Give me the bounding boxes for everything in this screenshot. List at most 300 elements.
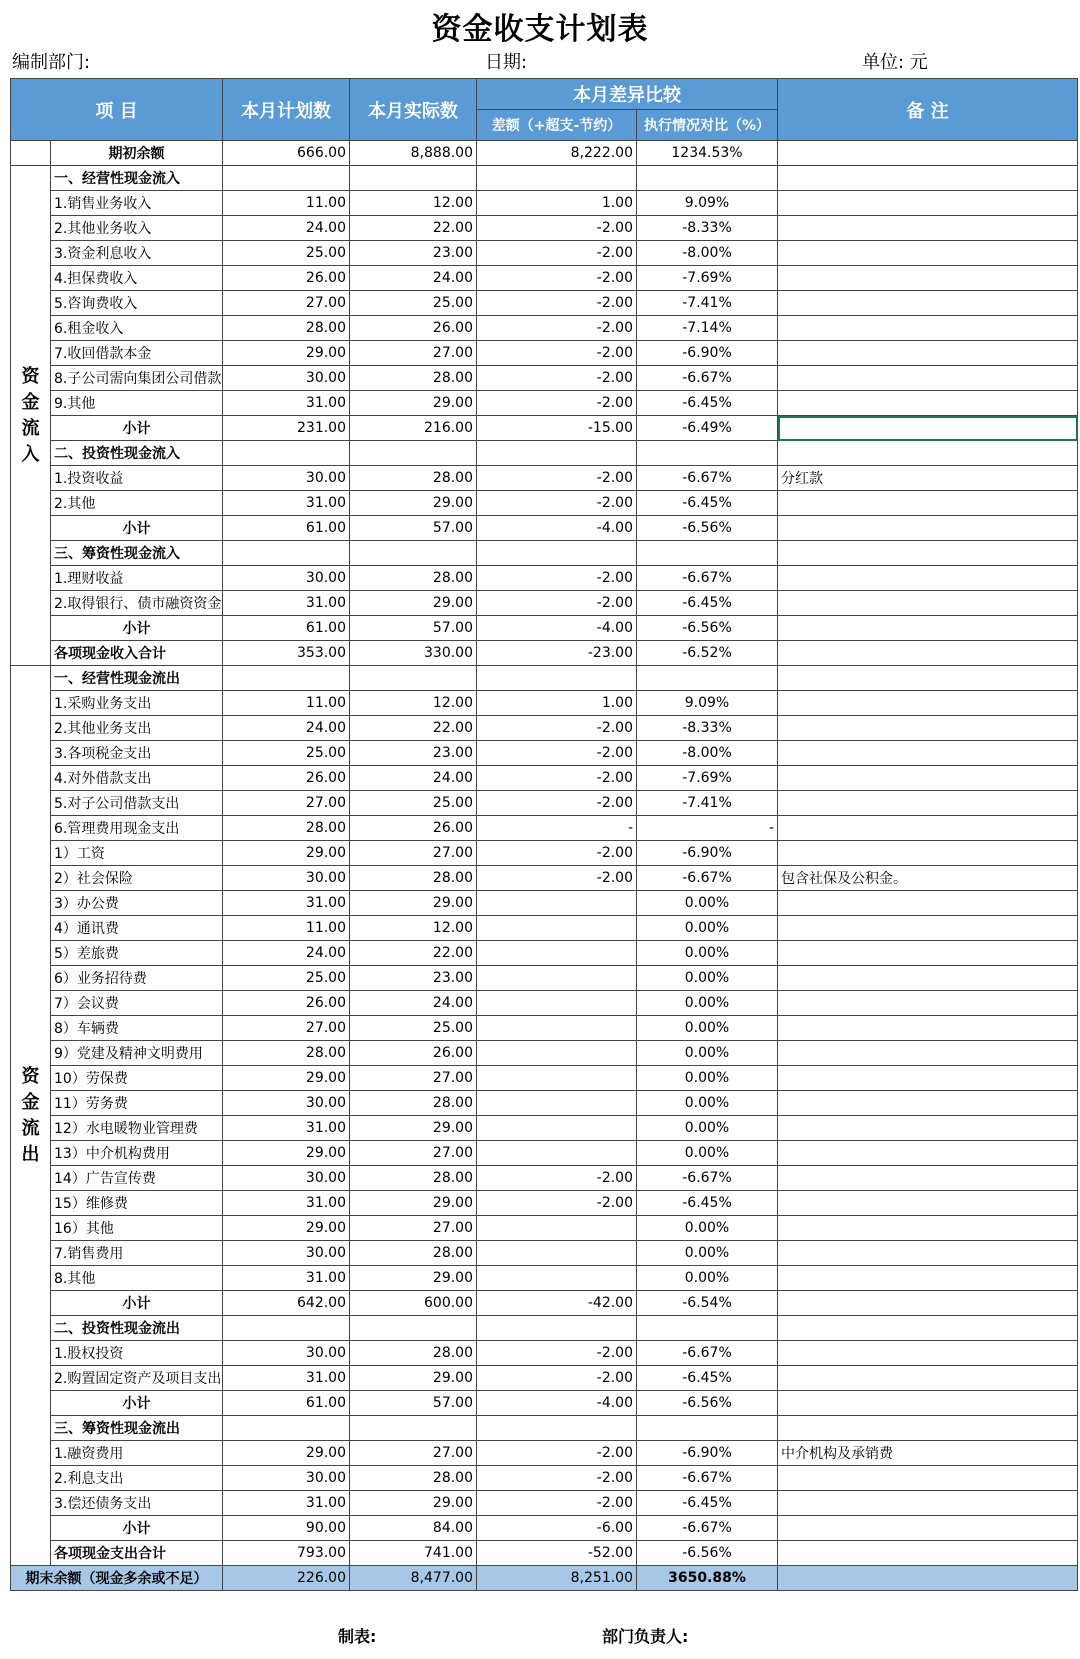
remark-cell[interactable] — [778, 566, 1078, 591]
plan-cell[interactable]: 31.00 — [223, 491, 350, 516]
ratio-cell[interactable]: -6.67% — [637, 866, 778, 891]
ratio-cell[interactable]: 0.00% — [637, 916, 778, 941]
section-label[interactable]: 一、经营性现金流入 — [51, 166, 223, 191]
plan-cell[interactable]: 30.00 — [223, 866, 350, 891]
table-cell[interactable] — [350, 541, 477, 566]
row-label[interactable]: 13）中介机构费用 — [51, 1141, 223, 1166]
actual-cell[interactable]: 27.00 — [350, 1066, 477, 1091]
plan-cell[interactable]: 30.00 — [223, 1241, 350, 1266]
remark-cell[interactable] — [778, 966, 1078, 991]
plan-cell[interactable]: 30.00 — [223, 1341, 350, 1366]
actual-cell[interactable]: 24.00 — [350, 766, 477, 791]
row-label[interactable]: 1.销售业务收入 — [51, 191, 223, 216]
diff-cell[interactable]: 1.00 — [477, 191, 637, 216]
ratio-cell[interactable]: -6.45% — [637, 1191, 778, 1216]
table-cell[interactable] — [477, 1316, 637, 1341]
remark-cell[interactable] — [778, 316, 1078, 341]
plan-cell[interactable]: 11.00 — [223, 191, 350, 216]
actual-cell[interactable]: 23.00 — [350, 741, 477, 766]
actual-cell[interactable]: 27.00 — [350, 841, 477, 866]
row-label[interactable]: 2.购置固定资产及项目支出 — [51, 1366, 223, 1391]
table-cell[interactable] — [778, 441, 1078, 466]
actual-cell[interactable]: 28.00 — [350, 1241, 477, 1266]
actual-cell[interactable]: 29.00 — [350, 1266, 477, 1291]
remark-cell[interactable] — [778, 1166, 1078, 1191]
remark-cell[interactable] — [778, 691, 1078, 716]
row-label[interactable]: 2.其他业务支出 — [51, 716, 223, 741]
remark-cell[interactable] — [778, 1366, 1078, 1391]
ratio-cell[interactable]: -7.69% — [637, 266, 778, 291]
actual-cell[interactable]: 28.00 — [350, 366, 477, 391]
plan-cell[interactable]: 25.00 — [223, 241, 350, 266]
remark-cell[interactable] — [778, 791, 1078, 816]
row-label[interactable]: 4.对外借款支出 — [51, 766, 223, 791]
ratio-cell[interactable]: -6.67% — [637, 1516, 778, 1541]
plan-cell[interactable]: 27.00 — [223, 1016, 350, 1041]
actual-cell[interactable]: 26.00 — [350, 816, 477, 841]
actual-cell[interactable]: 741.00 — [350, 1541, 477, 1566]
ratio-cell[interactable]: -7.41% — [637, 291, 778, 316]
row-label[interactable]: 16）其他 — [51, 1216, 223, 1241]
remark-cell[interactable] — [778, 366, 1078, 391]
row-label[interactable]: 1）工资 — [51, 841, 223, 866]
remark-cell[interactable] — [778, 1041, 1078, 1066]
actual-cell[interactable]: 27.00 — [350, 1216, 477, 1241]
row-label[interactable]: 2）社会保险 — [51, 866, 223, 891]
table-cell[interactable] — [350, 1416, 477, 1441]
ratio-cell[interactable]: -6.56% — [637, 1391, 778, 1416]
ratio-cell[interactable]: -6.67% — [637, 366, 778, 391]
row-label[interactable]: 4.担保费收入 — [51, 266, 223, 291]
actual-cell[interactable]: 23.00 — [350, 241, 477, 266]
actual-cell[interactable]: 29.00 — [350, 1491, 477, 1516]
plan-cell[interactable]: 30.00 — [223, 1466, 350, 1491]
actual-cell[interactable]: 24.00 — [350, 991, 477, 1016]
ratio-cell[interactable]: -6.45% — [637, 391, 778, 416]
actual-cell[interactable]: 57.00 — [350, 616, 477, 641]
ratio-cell[interactable]: -8.00% — [637, 741, 778, 766]
remark-cell[interactable] — [778, 816, 1078, 841]
actual-cell[interactable]: 27.00 — [350, 341, 477, 366]
actual-cell[interactable]: 57.00 — [350, 516, 477, 541]
diff-cell[interactable] — [477, 1116, 637, 1141]
remark-cell[interactable] — [778, 991, 1078, 1016]
remark-cell[interactable] — [778, 1491, 1078, 1516]
section-label[interactable]: 二、投资性现金流出 — [51, 1316, 223, 1341]
diff-cell[interactable]: - — [477, 816, 637, 841]
remark-cell[interactable] — [778, 1466, 1078, 1491]
plan-cell[interactable]: 28.00 — [223, 816, 350, 841]
remark-cell[interactable] — [778, 1191, 1078, 1216]
table-cell[interactable] — [778, 1416, 1078, 1441]
row-label[interactable]: 3.各项税金支出 — [51, 741, 223, 766]
remark-cell[interactable]: 分红款 — [778, 466, 1078, 491]
actual-cell[interactable]: 29.00 — [350, 591, 477, 616]
row-label[interactable]: 15）维修费 — [51, 1191, 223, 1216]
diff-cell[interactable]: -2.00 — [477, 491, 637, 516]
plan-cell[interactable]: 90.00 — [223, 1516, 350, 1541]
ratio-cell[interactable]: -8.33% — [637, 216, 778, 241]
actual-cell[interactable]: 28.00 — [350, 1341, 477, 1366]
plan-cell[interactable]: 28.00 — [223, 1041, 350, 1066]
ratio-cell[interactable]: -6.54% — [637, 1291, 778, 1316]
diff-cell[interactable] — [477, 916, 637, 941]
actual-cell[interactable]: 25.00 — [350, 291, 477, 316]
plan-cell[interactable]: 27.00 — [223, 791, 350, 816]
plan-cell[interactable]: 30.00 — [223, 1166, 350, 1191]
diff-cell[interactable]: -2.00 — [477, 1191, 637, 1216]
diff-cell[interactable] — [477, 966, 637, 991]
ratio-cell[interactable]: 0.00% — [637, 1116, 778, 1141]
row-label[interactable]: 8.其他 — [51, 1266, 223, 1291]
plan-cell[interactable]: 24.00 — [223, 216, 350, 241]
table-cell[interactable] — [350, 166, 477, 191]
ratio-cell[interactable]: -6.45% — [637, 1491, 778, 1516]
ratio-cell[interactable]: -6.67% — [637, 566, 778, 591]
ratio-cell[interactable]: -7.41% — [637, 791, 778, 816]
closing-remark[interactable] — [778, 1566, 1078, 1591]
diff-cell[interactable]: -52.00 — [477, 1541, 637, 1566]
ratio-cell[interactable]: 0.00% — [637, 1141, 778, 1166]
table-cell[interactable] — [637, 541, 778, 566]
table-cell[interactable] — [778, 666, 1078, 691]
diff-cell[interactable]: -4.00 — [477, 616, 637, 641]
remark-cell[interactable] — [778, 491, 1078, 516]
diff-cell[interactable]: -2.00 — [477, 241, 637, 266]
row-label[interactable]: 4）通讯费 — [51, 916, 223, 941]
remark-cell[interactable] — [778, 1091, 1078, 1116]
plan-cell[interactable]: 29.00 — [223, 1141, 350, 1166]
opening-remark[interactable] — [778, 141, 1078, 166]
row-label[interactable]: 各项现金收入合计 — [51, 641, 223, 666]
ratio-cell[interactable]: 0.00% — [637, 1266, 778, 1291]
plan-cell[interactable]: 29.00 — [223, 1441, 350, 1466]
remark-cell[interactable] — [778, 191, 1078, 216]
diff-cell[interactable]: -2.00 — [477, 791, 637, 816]
header-ratio[interactable]: 执行情况对比（%） — [637, 110, 778, 141]
plan-cell[interactable]: 29.00 — [223, 1216, 350, 1241]
table-cell[interactable] — [350, 666, 477, 691]
actual-cell[interactable]: 29.00 — [350, 1191, 477, 1216]
row-label[interactable]: 6.租金收入 — [51, 316, 223, 341]
diff-cell[interactable] — [477, 941, 637, 966]
actual-cell[interactable]: 22.00 — [350, 216, 477, 241]
ratio-cell[interactable]: 0.00% — [637, 966, 778, 991]
ratio-cell[interactable]: 0.00% — [637, 1016, 778, 1041]
table-cell[interactable] — [350, 441, 477, 466]
opening-diff[interactable]: 8,222.00 — [477, 141, 637, 166]
opening-actual[interactable]: 8,888.00 — [350, 141, 477, 166]
ratio-cell[interactable]: 0.00% — [637, 1216, 778, 1241]
ratio-cell[interactable]: -6.67% — [637, 1466, 778, 1491]
diff-cell[interactable]: -2.00 — [477, 1491, 637, 1516]
table-cell[interactable] — [477, 1416, 637, 1441]
table-cell[interactable] — [477, 541, 637, 566]
ratio-cell[interactable]: 9.09% — [637, 191, 778, 216]
table-cell[interactable] — [637, 441, 778, 466]
closing-ratio[interactable]: 3650.88% — [637, 1566, 778, 1591]
section-label[interactable]: 三、筹资性现金流出 — [51, 1416, 223, 1441]
row-label[interactable]: 2.利息支出 — [51, 1466, 223, 1491]
remark-cell[interactable] — [778, 1266, 1078, 1291]
row-label[interactable]: 14）广告宣传费 — [51, 1166, 223, 1191]
plan-cell[interactable]: 24.00 — [223, 941, 350, 966]
diff-cell[interactable]: -2.00 — [477, 766, 637, 791]
actual-cell[interactable]: 26.00 — [350, 1041, 477, 1066]
diff-cell[interactable]: -2.00 — [477, 1441, 637, 1466]
row-label[interactable]: 小计 — [51, 516, 223, 541]
diff-cell[interactable]: 1.00 — [477, 691, 637, 716]
row-label[interactable]: 10）劳保费 — [51, 1066, 223, 1091]
row-label[interactable]: 1.采购业务支出 — [51, 691, 223, 716]
remark-cell[interactable]: 中介机构及承销费 — [778, 1441, 1078, 1466]
actual-cell[interactable]: 28.00 — [350, 1466, 477, 1491]
ratio-cell[interactable]: 9.09% — [637, 691, 778, 716]
remark-cell[interactable] — [778, 1141, 1078, 1166]
row-label[interactable]: 5.咨询费收入 — [51, 291, 223, 316]
opening-ratio[interactable]: 1234.53% — [637, 141, 778, 166]
ratio-cell[interactable]: 0.00% — [637, 891, 778, 916]
row-label[interactable]: 小计 — [51, 616, 223, 641]
plan-cell[interactable]: 30.00 — [223, 1091, 350, 1116]
plan-cell[interactable]: 30.00 — [223, 566, 350, 591]
row-label[interactable]: 2.其他 — [51, 491, 223, 516]
actual-cell[interactable]: 29.00 — [350, 891, 477, 916]
row-label[interactable]: 小计 — [51, 416, 223, 441]
actual-cell[interactable]: 28.00 — [350, 566, 477, 591]
plan-cell[interactable]: 30.00 — [223, 466, 350, 491]
ratio-cell[interactable]: 0.00% — [637, 1041, 778, 1066]
ratio-cell[interactable]: 0.00% — [637, 991, 778, 1016]
actual-cell[interactable]: 28.00 — [350, 466, 477, 491]
plan-cell[interactable]: 11.00 — [223, 691, 350, 716]
ratio-cell[interactable]: -8.00% — [637, 241, 778, 266]
actual-cell[interactable]: 26.00 — [350, 316, 477, 341]
actual-cell[interactable]: 600.00 — [350, 1291, 477, 1316]
table-cell[interactable] — [223, 166, 350, 191]
row-label[interactable]: 7.销售费用 — [51, 1241, 223, 1266]
actual-cell[interactable]: 29.00 — [350, 1366, 477, 1391]
plan-cell[interactable]: 27.00 — [223, 291, 350, 316]
diff-cell[interactable]: -2.00 — [477, 741, 637, 766]
diff-cell[interactable]: -2.00 — [477, 866, 637, 891]
diff-cell[interactable]: -2.00 — [477, 266, 637, 291]
diff-cell[interactable]: -2.00 — [477, 291, 637, 316]
remark-cell[interactable] — [778, 1241, 1078, 1266]
plan-cell[interactable]: 31.00 — [223, 891, 350, 916]
remark-cell[interactable] — [778, 891, 1078, 916]
plan-cell[interactable]: 61.00 — [223, 516, 350, 541]
diff-cell[interactable] — [477, 991, 637, 1016]
row-label[interactable]: 3.资金利息收入 — [51, 241, 223, 266]
remark-cell[interactable] — [778, 741, 1078, 766]
row-label[interactable]: 2.取得银行、债市融资资金 — [51, 591, 223, 616]
header-actual[interactable]: 本月实际数 — [350, 79, 477, 141]
plan-cell[interactable]: 31.00 — [223, 1266, 350, 1291]
diff-cell[interactable]: -2.00 — [477, 566, 637, 591]
table-cell[interactable] — [223, 1416, 350, 1441]
diff-cell[interactable] — [477, 1266, 637, 1291]
diff-cell[interactable] — [477, 1066, 637, 1091]
plan-cell[interactable]: 29.00 — [223, 1066, 350, 1091]
remark-cell[interactable] — [778, 1291, 1078, 1316]
ratio-cell[interactable]: -6.90% — [637, 1441, 778, 1466]
row-label[interactable]: 1.股权投资 — [51, 1341, 223, 1366]
table-cell[interactable] — [778, 1316, 1078, 1341]
ratio-cell[interactable]: -6.56% — [637, 616, 778, 641]
plan-cell[interactable]: 24.00 — [223, 716, 350, 741]
row-label[interactable]: 6）业务招待费 — [51, 966, 223, 991]
plan-cell[interactable]: 11.00 — [223, 916, 350, 941]
ratio-cell[interactable]: -6.52% — [637, 641, 778, 666]
ratio-cell[interactable]: -6.67% — [637, 466, 778, 491]
row-label[interactable]: 2.其他业务收入 — [51, 216, 223, 241]
row-label[interactable]: 6.管理费用现金支出 — [51, 816, 223, 841]
table-cell[interactable] — [223, 441, 350, 466]
ratio-cell[interactable]: -6.67% — [637, 1166, 778, 1191]
diff-cell[interactable]: -2.00 — [477, 466, 637, 491]
opening-label[interactable]: 期初余额 — [51, 141, 223, 166]
table-cell[interactable] — [223, 541, 350, 566]
remark-cell[interactable] — [778, 1066, 1078, 1091]
plan-cell[interactable]: 793.00 — [223, 1541, 350, 1566]
plan-cell[interactable]: 26.00 — [223, 991, 350, 1016]
opening-plan[interactable]: 666.00 — [223, 141, 350, 166]
header-compare[interactable]: 本月差异比较 — [477, 79, 778, 110]
ratio-cell[interactable]: 0.00% — [637, 1066, 778, 1091]
remark-cell[interactable] — [778, 916, 1078, 941]
plan-cell[interactable]: 61.00 — [223, 1391, 350, 1416]
diff-cell[interactable] — [477, 891, 637, 916]
remark-cell[interactable] — [778, 1391, 1078, 1416]
section-label[interactable]: 一、经营性现金流出 — [51, 666, 223, 691]
diff-cell[interactable]: -42.00 — [477, 1291, 637, 1316]
remark-cell[interactable] — [778, 1216, 1078, 1241]
actual-cell[interactable]: 23.00 — [350, 966, 477, 991]
row-label[interactable]: 1.融资费用 — [51, 1441, 223, 1466]
diff-cell[interactable]: -6.00 — [477, 1516, 637, 1541]
plan-cell[interactable]: 61.00 — [223, 616, 350, 641]
row-label[interactable]: 3.偿还债务支出 — [51, 1491, 223, 1516]
header-remark[interactable]: 备 注 — [778, 79, 1078, 141]
section-label[interactable]: 二、投资性现金流入 — [51, 441, 223, 466]
table-cell[interactable] — [778, 166, 1078, 191]
table-cell[interactable] — [637, 1316, 778, 1341]
plan-cell[interactable]: 642.00 — [223, 1291, 350, 1316]
plan-cell[interactable]: 353.00 — [223, 641, 350, 666]
ratio-cell[interactable]: -6.49% — [637, 416, 778, 441]
ratio-cell[interactable]: -6.45% — [637, 591, 778, 616]
plan-cell[interactable]: 25.00 — [223, 741, 350, 766]
row-label[interactable]: 12）水电暖物业管理费 — [51, 1116, 223, 1141]
plan-cell[interactable]: 31.00 — [223, 391, 350, 416]
table-cell[interactable] — [223, 1316, 350, 1341]
remark-cell[interactable] — [778, 1116, 1078, 1141]
row-label[interactable]: 小计 — [51, 1291, 223, 1316]
closing-diff[interactable]: 8,251.00 — [477, 1566, 637, 1591]
diff-cell[interactable] — [477, 1041, 637, 1066]
diff-cell[interactable]: -2.00 — [477, 316, 637, 341]
plan-cell[interactable]: 31.00 — [223, 1366, 350, 1391]
ratio-cell[interactable]: 0.00% — [637, 1241, 778, 1266]
actual-cell[interactable]: 29.00 — [350, 491, 477, 516]
plan-cell[interactable]: 26.00 — [223, 766, 350, 791]
plan-cell[interactable]: 29.00 — [223, 341, 350, 366]
diff-cell[interactable]: -2.00 — [477, 341, 637, 366]
table-cell[interactable] — [11, 141, 51, 166]
diff-cell[interactable]: -2.00 — [477, 216, 637, 241]
closing-label[interactable]: 期末余额（现金多余或不足） — [11, 1566, 223, 1591]
table-cell[interactable] — [778, 541, 1078, 566]
remark-cell[interactable] — [778, 616, 1078, 641]
remark-cell[interactable] — [778, 1516, 1078, 1541]
diff-cell[interactable]: -23.00 — [477, 641, 637, 666]
diff-cell[interactable]: -2.00 — [477, 391, 637, 416]
row-label[interactable]: 8）车辆费 — [51, 1016, 223, 1041]
ratio-cell[interactable]: -7.14% — [637, 316, 778, 341]
ratio-cell[interactable]: -6.67% — [637, 1341, 778, 1366]
ratio-cell[interactable]: -6.90% — [637, 341, 778, 366]
header-plan[interactable]: 本月计划数 — [223, 79, 350, 141]
ratio-cell[interactable]: -8.33% — [637, 716, 778, 741]
row-label[interactable]: 7.收回借款本金 — [51, 341, 223, 366]
actual-cell[interactable]: 24.00 — [350, 266, 477, 291]
row-label[interactable]: 1.投资收益 — [51, 466, 223, 491]
table-cell[interactable] — [637, 166, 778, 191]
diff-cell[interactable] — [477, 1216, 637, 1241]
row-label[interactable]: 5.对子公司借款支出 — [51, 791, 223, 816]
actual-cell[interactable]: 27.00 — [350, 1441, 477, 1466]
diff-cell[interactable]: -2.00 — [477, 1341, 637, 1366]
diff-cell[interactable]: -2.00 — [477, 1366, 637, 1391]
remark-cell[interactable] — [778, 716, 1078, 741]
remark-cell[interactable] — [778, 841, 1078, 866]
diff-cell[interactable] — [477, 1016, 637, 1041]
remark-cell[interactable]: 包含社保及公积金。 — [778, 866, 1078, 891]
ratio-cell[interactable]: -6.56% — [637, 1541, 778, 1566]
remark-cell[interactable] — [778, 266, 1078, 291]
diff-cell[interactable]: -2.00 — [477, 1166, 637, 1191]
ratio-cell[interactable]: -6.56% — [637, 516, 778, 541]
remark-cell[interactable] — [778, 341, 1078, 366]
ratio-cell[interactable]: -6.45% — [637, 491, 778, 516]
actual-cell[interactable]: 12.00 — [350, 916, 477, 941]
diff-cell[interactable]: -2.00 — [477, 841, 637, 866]
plan-cell[interactable]: 25.00 — [223, 966, 350, 991]
plan-cell[interactable]: 30.00 — [223, 366, 350, 391]
actual-cell[interactable]: 25.00 — [350, 791, 477, 816]
remark-cell[interactable] — [778, 391, 1078, 416]
plan-cell[interactable]: 28.00 — [223, 316, 350, 341]
remark-cell[interactable] — [778, 766, 1078, 791]
closing-plan[interactable]: 226.00 — [223, 1566, 350, 1591]
actual-cell[interactable]: 216.00 — [350, 416, 477, 441]
row-label[interactable]: 11）劳务费 — [51, 1091, 223, 1116]
ratio-cell[interactable]: 0.00% — [637, 1091, 778, 1116]
table-cell[interactable] — [350, 1316, 477, 1341]
plan-cell[interactable]: 231.00 — [223, 416, 350, 441]
actual-cell[interactable]: 12.00 — [350, 691, 477, 716]
remark-cell[interactable] — [778, 416, 1078, 441]
ratio-cell[interactable]: -7.69% — [637, 766, 778, 791]
plan-cell[interactable]: 31.00 — [223, 1191, 350, 1216]
row-label[interactable]: 小计 — [51, 1516, 223, 1541]
diff-cell[interactable] — [477, 1091, 637, 1116]
header-item[interactable]: 项 目 — [11, 79, 223, 141]
actual-cell[interactable]: 84.00 — [350, 1516, 477, 1541]
plan-cell[interactable]: 31.00 — [223, 591, 350, 616]
remark-cell[interactable] — [778, 941, 1078, 966]
